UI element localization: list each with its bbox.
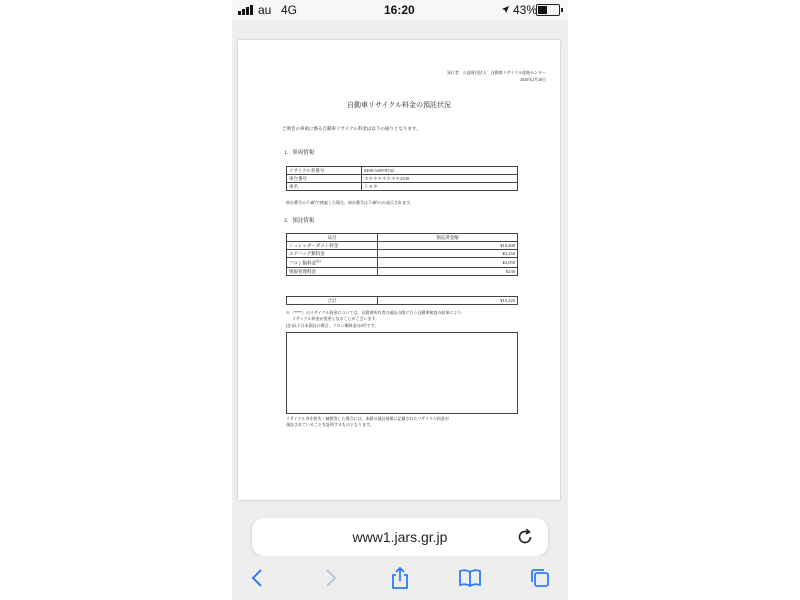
cell-label: 車名 bbox=[287, 183, 362, 191]
table-row bbox=[287, 183, 518, 191]
book-icon[interactable] bbox=[458, 566, 482, 590]
note-1: ※「****」のリサイクル料金については、自動車所有者の預託の際に行う自動車検査の結果により bbox=[286, 310, 462, 315]
cell-amount: ¥230 bbox=[378, 267, 518, 275]
network-label: 4G bbox=[281, 3, 298, 17]
header-item: 品目 bbox=[287, 234, 378, 242]
vehicle-note: 車台番号の下4桁で検索した場合、車台番号は下4桁のみ表示されます。 bbox=[286, 200, 414, 205]
vehicle-table bbox=[286, 166, 518, 191]
battery-icon bbox=[536, 4, 560, 16]
intro-text: ご照会の車両に係る自動車リサイクル料金は以下の通りとなります。 bbox=[282, 126, 421, 131]
cell-amount: ¥2,250 bbox=[378, 250, 518, 258]
footer-line-2: 預託されていることを証明するものとなります。 bbox=[286, 422, 374, 427]
total-label: 合計 bbox=[287, 297, 378, 305]
chevron-right-icon[interactable] bbox=[318, 566, 342, 590]
cell-label: リサイクル券番号 bbox=[287, 167, 362, 175]
table-row bbox=[287, 167, 518, 175]
table-row bbox=[287, 242, 518, 250]
blank-remarks-box bbox=[286, 332, 518, 414]
section-deposit-heading: 2．預託情報 bbox=[284, 218, 315, 224]
battery-percent: 43% bbox=[513, 3, 538, 17]
address-bar[interactable] bbox=[252, 518, 548, 556]
battery-level-fill bbox=[538, 6, 547, 14]
total-row bbox=[287, 297, 518, 305]
issuer-line: 発行者：公益財団法人 自動車リサイクル促進センター bbox=[446, 70, 546, 75]
document-title: 自動車リサイクル料金の預託状況 bbox=[346, 101, 452, 109]
share-icon[interactable] bbox=[388, 566, 412, 590]
cell-value: ＊＊＊＊＊＊＊＊2330 bbox=[362, 175, 518, 183]
cell-item: シュレッダーダスト料金 bbox=[287, 242, 378, 250]
total-amount: ¥15,220 bbox=[378, 297, 518, 305]
fee-table bbox=[286, 233, 518, 276]
section-vehicle-heading: 1．車両情報 bbox=[284, 150, 315, 156]
cell-value: 0400-5459-8742 bbox=[362, 167, 518, 175]
total-table bbox=[286, 296, 518, 305]
note-1-cont: リサイクル料金が変更となることがございます。 bbox=[292, 316, 380, 321]
table-row bbox=[287, 267, 518, 275]
signal-bars-icon bbox=[238, 5, 253, 15]
table-row bbox=[287, 258, 518, 268]
note-2: (注)以下は未預託の場合、フロン類料金は0円です。 bbox=[286, 323, 379, 328]
cell-label: 車台番号 bbox=[287, 175, 362, 183]
table-row bbox=[287, 250, 518, 258]
status-bar bbox=[232, 0, 568, 20]
location-arrow-icon bbox=[501, 5, 510, 14]
carrier-label: au bbox=[258, 3, 272, 17]
browser-toolbar bbox=[232, 556, 568, 600]
issue-date: 2020年2月20日 bbox=[520, 77, 546, 82]
table-header-row bbox=[287, 234, 518, 242]
table-row bbox=[287, 175, 518, 183]
note-mark: (注) bbox=[316, 259, 321, 263]
footer-line-1: リサイクル券を紛失・破損等した場合には、本紙の預託情報に記載されたリサイクル料金が bbox=[286, 416, 449, 421]
reload-icon[interactable] bbox=[514, 526, 536, 548]
document-page[interactable] bbox=[238, 40, 560, 500]
url-text[interactable]: www1.jars.gr.jp bbox=[352, 529, 448, 545]
cell-amount: ¥2,050 bbox=[378, 258, 518, 268]
chevron-left-icon[interactable] bbox=[246, 566, 270, 590]
tabs-icon[interactable] bbox=[528, 566, 552, 590]
cell-amount: ¥10,490 bbox=[378, 242, 518, 250]
header-amount: 預託済金額 bbox=[378, 234, 518, 242]
clock: 16:20 bbox=[384, 3, 415, 17]
cell-item-wrap bbox=[287, 258, 378, 268]
cell-item: フロン類料金 bbox=[289, 260, 316, 266]
cell-item: エアバッグ類料金 bbox=[287, 250, 378, 258]
cell-item: 情報管理料金 bbox=[287, 267, 378, 275]
cell-value: トヨタ bbox=[362, 183, 518, 191]
